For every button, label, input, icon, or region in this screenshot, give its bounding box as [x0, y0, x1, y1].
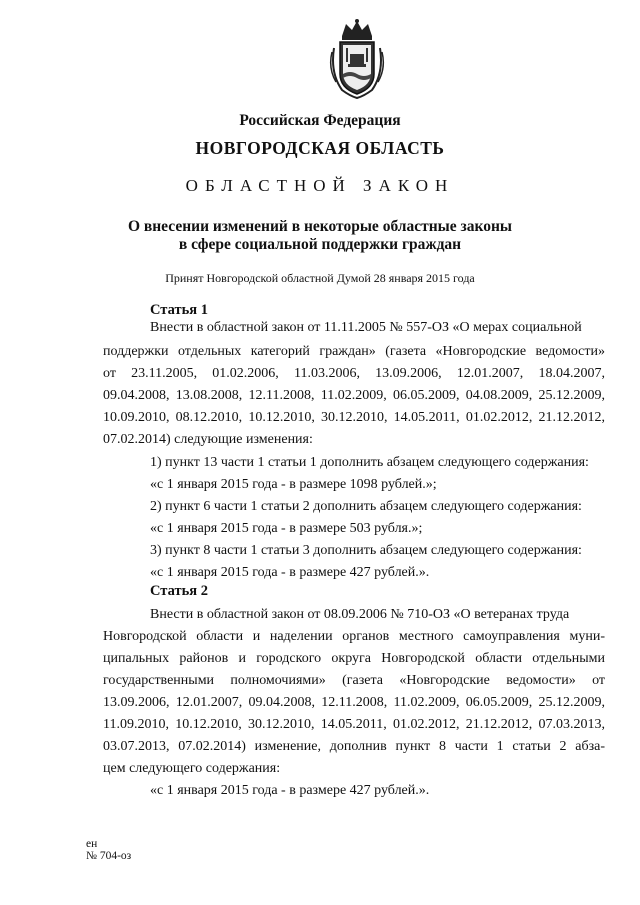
article-2-line: 11.09.2010, 10.12.2010, 30.12.2010, 14.05.2011, 01.02.2012, 21.12.2012, 07.03.2013,	[103, 717, 605, 732]
article-2-line: ципальных районов и городского округа Новгородской области отдельными	[103, 651, 605, 666]
article-1-line: от 23.11.2005, 01.02.2006, 11.03.2006, 13.09.2006, 12.01.2007, 18.04.2007,	[103, 366, 605, 381]
article-2-line: Новгородской области и наделении органов местного самоуправления муни-	[103, 629, 605, 644]
footer-document-number: № 704-оз	[86, 850, 132, 862]
article-1-line: 10.09.2010, 08.12.2010, 10.12.2010, 30.12.2010, 14.05.2011, 01.02.2012, 21.12.2012,	[103, 410, 605, 425]
region-name: НОВГОРОДСКАЯ ОБЛАСТЬ	[195, 138, 445, 158]
adoption-note: Принят Новгородской областной Думой 28 января 2015 года	[165, 271, 475, 285]
article-2-line: 03.07.2013, 07.02.2014) изменение, дополнив пункт 8 части 1 статьи 2 абза-	[103, 739, 605, 754]
article-1-item-text: «с 1 января 2015 года - в размере 1098 рублей.»;	[150, 477, 437, 492]
law-title-line-2: в сфере социальной поддержки граждан	[178, 236, 462, 253]
article-1-title: Статья 1	[150, 302, 208, 318]
law-title-line-1: О внесении изменений в некоторые областные законы	[127, 218, 513, 235]
article-1-line: 07.02.2014) следующие изменения:	[103, 432, 313, 447]
article-1-line: Внести в областной закон от 11.11.2005 № 557-ОЗ «О мерах социальной	[150, 320, 582, 335]
article-1-item: 2) пункт 6 части 1 статьи 2 дополнить абзацем следующего содержания:	[150, 499, 582, 514]
article-2-title: Статья 2	[150, 583, 208, 599]
article-1-line: 09.04.2008, 13.08.2008, 12.11.2008, 11.02.2009, 06.05.2009, 04.08.2009, 25.12.2009,	[103, 388, 605, 403]
article-1-item-text: «с 1 января 2015 года - в размере 503 рубля.»;	[150, 521, 423, 536]
article-2-line: 13.09.2006, 12.01.2007, 09.04.2008, 12.11.2008, 11.02.2009, 06.05.2009, 25.12.2009,	[103, 695, 605, 710]
document-type: ОБЛАСТНОЙ ЗАКОН	[185, 176, 455, 195]
country-name: Российская Федерация	[239, 112, 401, 129]
article-2-line: государственными полномочиями» (газета «Новгородские ведомости» от	[103, 673, 605, 688]
footer-initials: ен	[86, 838, 98, 850]
article-2-line: Внести в областной закон от 08.09.2006 № 710-ОЗ «О ветеранах труда	[150, 607, 570, 622]
article-1-item: 1) пункт 13 части 1 статьи 1 дополнить абзацем следующего содержания:	[150, 455, 589, 470]
article-2-line: цем следующего содержания:	[103, 761, 281, 776]
article-1-item-text: «с 1 января 2015 года - в размере 427 рублей.».	[150, 565, 430, 580]
coat-of-arms-icon	[328, 18, 386, 100]
article-1-line: поддержки отдельных категорий граждан» (газета «Новгородские ведомости»	[103, 344, 605, 359]
article-2-item-text: «с 1 января 2015 года - в размере 427 рублей.».	[150, 783, 430, 798]
article-1-item: 3) пункт 8 части 1 статьи 3 дополнить абзацем следующего содержания:	[150, 543, 582, 558]
